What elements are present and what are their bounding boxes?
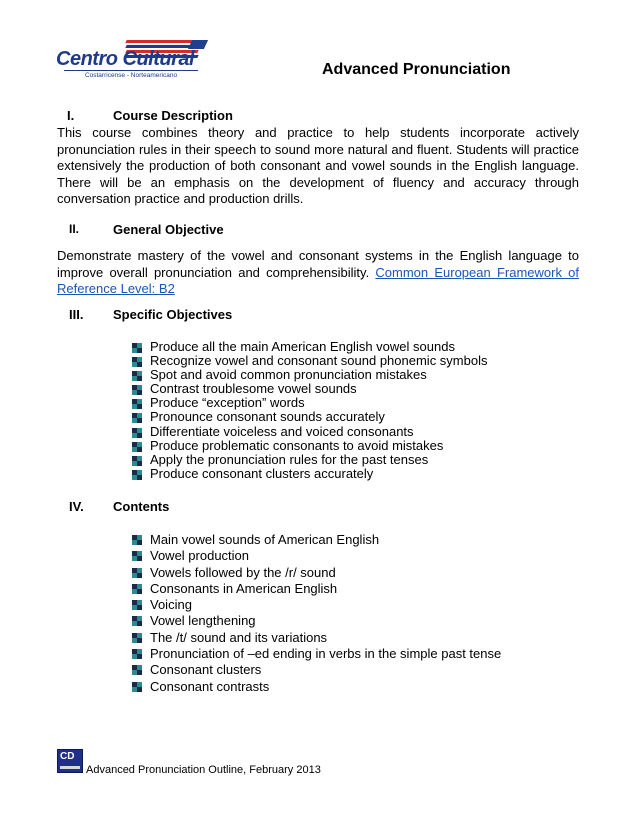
section-number-2: II.: [69, 222, 80, 236]
list-item: [129, 439, 487, 453]
checker-bullet-icon: [132, 357, 142, 367]
list-item-text: Apply the pronunciation rules for the past tenses: [150, 451, 429, 467]
section-heading-general-objective: General Objective: [113, 222, 224, 237]
list-item: [129, 548, 501, 564]
checker-bullet-icon: [132, 385, 142, 395]
general-objective-text: Demonstrate mastery of the vowel and consonant systems in the English language to improve overall pronunciation and comprehensibility.: [57, 248, 579, 280]
section-number-4: IV.: [69, 499, 84, 514]
list-item-text: Consonant clusters: [150, 662, 262, 678]
logo-name: Centro Cultural: [56, 48, 195, 70]
checker-bullet-icon: [132, 399, 142, 409]
list-item-text: Produce “exception” words: [150, 395, 305, 411]
list-item: [129, 532, 501, 548]
list-item: [129, 679, 501, 695]
list-item: [129, 410, 487, 424]
list-item-text: The /t/ sound and its variations: [150, 629, 328, 645]
footer-logo-text: CD: [60, 751, 75, 762]
list-item-text: Produce all the main American English vowel sounds: [150, 339, 455, 354]
section-number-3: III.: [69, 307, 84, 322]
list-item-text: Main vowel sounds of American English: [150, 532, 380, 547]
checker-bullet-icon: [132, 551, 142, 561]
list-item-text: Produce consonant clusters accurately: [150, 465, 374, 481]
page-title: Advanced Pronunciation: [322, 61, 511, 78]
list-item-text: Produce problematic consonants to avoid mistakes: [150, 437, 444, 453]
list-item: [129, 565, 501, 581]
list-item-text: Consonants in American English: [150, 580, 338, 596]
checker-bullet-icon: [132, 633, 142, 643]
centro-cultural-logo: [56, 38, 206, 82]
list-item: [129, 597, 501, 613]
list-item: [129, 340, 487, 354]
cefr-link[interactable]: Common European Framework of Reference Level: B2: [57, 264, 579, 296]
section-number-1: I.: [67, 108, 75, 123]
list-item-text: Vowels followed by the /r/ sound: [150, 564, 336, 580]
list-item-text: Consonant contrasts: [150, 678, 270, 694]
checker-bullet-icon: [132, 442, 142, 452]
checker-bullet-icon: [132, 535, 142, 545]
footer-text: Advanced Pronunciation Outline, February 2013: [86, 764, 321, 776]
list-item-text: Differentiate voiceless and voiced consonants: [150, 423, 414, 439]
checker-bullet-icon: [132, 649, 142, 659]
list-item: [129, 646, 501, 662]
section-heading-contents: Contents: [113, 499, 170, 514]
checker-bullet-icon: [132, 584, 142, 594]
list-item: [129, 613, 501, 629]
checker-bullet-icon: [132, 600, 142, 610]
list-item-text: Spot and avoid common pronunciation mistakes: [150, 367, 427, 383]
list-item-text: Pronunciation of –ed ending in verbs in the simple past tense: [150, 646, 502, 662]
list-item: [129, 662, 501, 678]
list-item-text: Vowel lengthening: [150, 613, 256, 629]
list-item: [129, 467, 487, 481]
list-item: [129, 581, 501, 597]
section-heading-course-description: Course Description: [113, 108, 233, 123]
logo-subtitle: Costarricense - Norteamericano: [64, 70, 198, 81]
list-item-text: Vowel production: [150, 548, 250, 564]
contents-list: [129, 532, 501, 695]
footer-logo: [57, 749, 83, 773]
list-item-text: Contrast troublesome vowel sounds: [150, 381, 357, 397]
list-item-text: Pronounce consonant sounds accurately: [150, 409, 385, 425]
list-item: [129, 453, 487, 467]
checker-bullet-icon: [132, 413, 142, 423]
course-description-text: This course combines theory and practice to help students incorporate actively pronunciation rules in their speech to sound more natural and fluent. Students will practice extensively the production of both consonant and vowel sounds in the English language. There will be an emphasis on the development of fluency and accuracy through conversation practice and production drills.: [57, 125, 579, 206]
checker-bullet-icon: [132, 343, 142, 353]
list-item: [129, 630, 501, 646]
checker-bullet-icon: [132, 371, 142, 381]
list-item: [129, 396, 487, 410]
checker-bullet-icon: [132, 665, 142, 675]
list-item: [129, 382, 487, 396]
checker-bullet-icon: [132, 682, 142, 692]
checker-bullet-icon: [132, 568, 142, 578]
specific-objectives-list: [129, 340, 487, 481]
list-item: [129, 425, 487, 439]
section-heading-specific-objectives: Specific Objectives: [113, 307, 233, 322]
list-item-text: Recognize vowel and consonant sound phonemic symbols: [150, 353, 488, 369]
checker-bullet-icon: [132, 470, 142, 480]
list-item-text: Voicing: [150, 597, 192, 613]
general-objective-paragraph: [57, 248, 579, 298]
checker-bullet-icon: [132, 428, 142, 438]
list-item: [129, 354, 487, 368]
list-item: [129, 368, 487, 382]
checker-bullet-icon: [132, 616, 142, 626]
checker-bullet-icon: [132, 456, 142, 466]
